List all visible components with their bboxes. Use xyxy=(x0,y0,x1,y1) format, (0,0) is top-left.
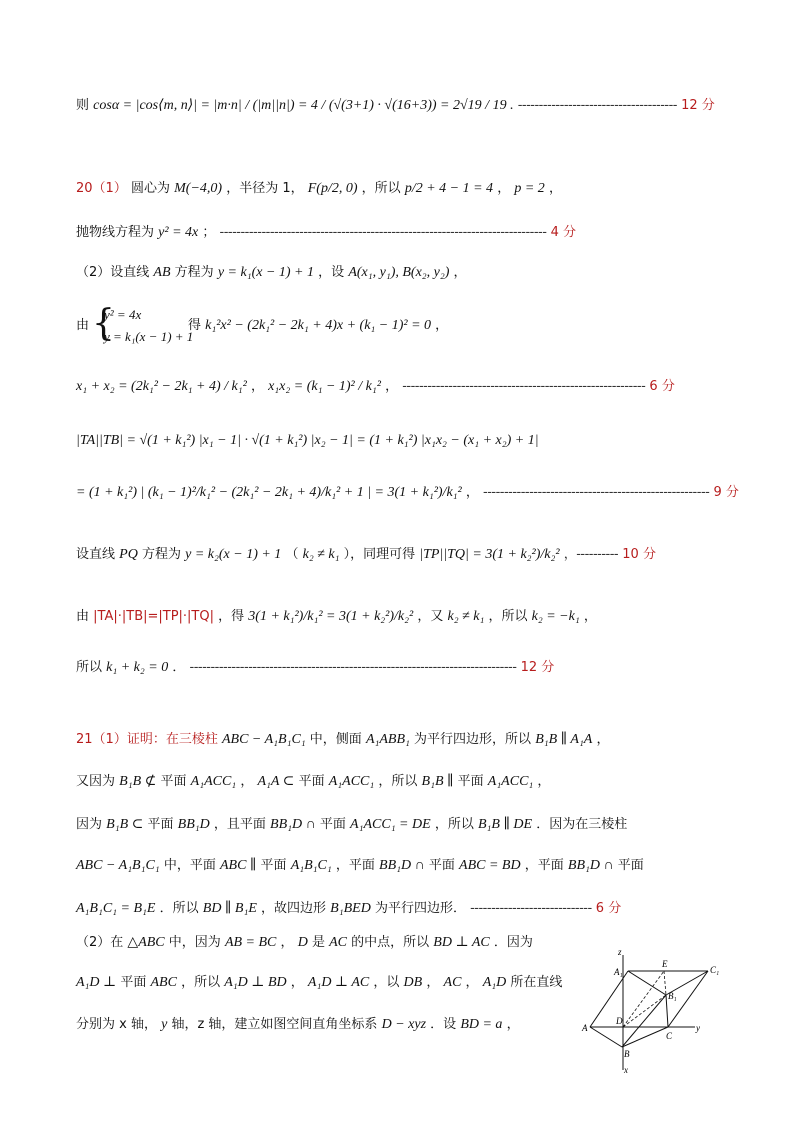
ta-tb-line xyxy=(76,432,539,451)
formula: BD ∥ B₁E xyxy=(202,901,257,916)
text: ，半径为 1， xyxy=(226,181,304,196)
equation-1: y² = 4x xyxy=(104,307,142,322)
formula: ABC − A₁B₁C₁ xyxy=(76,858,160,873)
highlight-formula: |TA|·|TB|=|TP|·|TQ| xyxy=(93,609,214,624)
q20-part2-intro xyxy=(76,264,467,283)
formula: A₁ABB₁ xyxy=(365,732,410,747)
text: 圆心为 xyxy=(130,181,170,196)
score: 6 分 xyxy=(595,901,622,916)
text: ，所以 xyxy=(488,609,528,624)
score: 9 分 xyxy=(713,485,739,500)
label-b1: B₁ xyxy=(668,991,677,1001)
formula: = (1 + k₁²) | (k₁ − 1)²/k₁² − (2k₁² − 2k₁ + 4)/k₁² + 1 | = 3(1 + k₁²)/k₁² xyxy=(76,485,462,500)
q21-part2-line-3 xyxy=(76,1016,520,1035)
formula: A₁ACC₁ xyxy=(190,774,237,789)
text: ，所以 xyxy=(181,975,221,990)
text: 又因为 xyxy=(76,774,116,789)
text: 平面 xyxy=(298,774,325,789)
formula: ABC − A₁B₁C₁ xyxy=(221,732,306,747)
formula: AB = BC xyxy=(224,935,277,950)
formula: DB xyxy=(403,975,423,990)
label-a: A xyxy=(582,1023,588,1033)
text: 则 xyxy=(76,98,90,113)
text: 分别为 x 轴， xyxy=(76,1017,157,1032)
formula: y xyxy=(161,1017,168,1032)
formula: B₁BED xyxy=(330,901,371,916)
text: 所在直线 xyxy=(510,975,563,990)
score: 12 分 xyxy=(520,660,555,675)
formula: F(p/2, 0) xyxy=(307,181,358,196)
text: ，得 xyxy=(218,609,245,624)
score: 10 分 xyxy=(622,547,656,562)
text: 平面 xyxy=(428,858,455,873)
formula: ABC = BD xyxy=(459,858,521,873)
formula: k₂ ≠ k₁ xyxy=(302,547,340,562)
label-y: y xyxy=(696,1023,700,1033)
formula: x₁x₂ = (k₁ − 1)² / k₁² xyxy=(268,379,381,394)
label-c1: C₁ xyxy=(710,965,720,975)
formula: A₁D ⊥ BD xyxy=(224,975,287,990)
text: 所以 xyxy=(76,660,103,675)
formula: ABC ∥ xyxy=(219,858,257,873)
formula: B₁B ⊄ xyxy=(119,774,157,789)
text: （ xyxy=(285,547,299,562)
text: ，以 xyxy=(373,975,400,990)
label-e: E xyxy=(662,959,668,969)
text: ．设 xyxy=(430,1017,457,1032)
formula: A₁D xyxy=(482,975,507,990)
text: 平面 xyxy=(120,975,147,990)
text: 平面 xyxy=(260,858,287,873)
text: 平面 xyxy=(457,774,484,789)
text: ， xyxy=(453,265,467,280)
dash-leader: ------------------------------------------------------------------------------ xyxy=(189,660,517,675)
dash-leader: ------------------------------------------------------------------------------ xyxy=(219,225,547,240)
equation-system xyxy=(104,304,193,348)
formula: AB xyxy=(153,265,171,280)
equation-2: y = k₁(x − 1) + 1 xyxy=(104,329,194,344)
formula: D xyxy=(297,935,308,950)
text: 方程为 xyxy=(174,265,214,280)
text: ，所以 xyxy=(378,774,418,789)
text: ， xyxy=(537,774,551,789)
formula: y = k₁(x − 1) + 1 xyxy=(217,265,315,280)
q21-line-5 xyxy=(76,900,621,919)
formula: BB₁D ∩ xyxy=(379,858,425,873)
formula: AC xyxy=(443,975,462,990)
question-number: 21（1）证明：在三棱柱 xyxy=(76,732,218,747)
dashed-eb1 xyxy=(664,971,666,995)
text: ），同理可得 xyxy=(343,547,416,562)
edge-bb1 xyxy=(622,995,666,1047)
text: ，故四边形 xyxy=(261,901,327,916)
text: ． xyxy=(172,660,186,675)
text: ， xyxy=(465,975,479,990)
dash-leader: ，---------- xyxy=(563,547,619,562)
text: （2）设直线 xyxy=(76,265,150,280)
formula: B₁B ∥ DE xyxy=(477,817,533,832)
edge-b1a1 xyxy=(628,971,666,995)
dashed-db1 xyxy=(623,995,666,1027)
text: ，且平面 xyxy=(213,817,266,832)
system-result xyxy=(188,317,448,336)
label-x: x xyxy=(624,1065,628,1075)
formula: |TP||TQ| = 3(1 + k₂²)/k₂² xyxy=(419,547,560,562)
formula: BD = a xyxy=(460,1017,503,1032)
text: ， xyxy=(426,975,440,990)
formula: PQ xyxy=(119,547,138,562)
vieta-line: x₁ + x₂ = (2k₁² − 2k₁ + 4) / k₁² ， x₁x₂ = (k₁ − 1)² / k₁² ， ---------------------------------------------------------- 6 分 xyxy=(76,379,675,394)
formula: A₁ACC₁ = DE xyxy=(350,817,431,832)
q21-line-2 xyxy=(76,773,550,792)
text: ，所以 xyxy=(434,817,474,832)
formula: p = 2 xyxy=(514,181,545,196)
text: 中，因为 xyxy=(168,935,221,950)
conclusion-line xyxy=(76,659,554,678)
parabola-line xyxy=(76,224,576,243)
formula: k₂ ≠ k₁ xyxy=(447,609,485,624)
formula: A₁ACC₁ xyxy=(487,774,534,789)
label-c: C xyxy=(666,1031,673,1041)
formula: △ABC xyxy=(127,935,165,950)
text: 轴，z 轴，建立如图空间直角坐标系 xyxy=(171,1017,378,1032)
q21-line-4 xyxy=(76,857,644,876)
text: 平面 xyxy=(617,858,644,873)
formula: BB₁D ∩ xyxy=(270,817,316,832)
dash-leader: ----------------------------- xyxy=(470,901,592,916)
text: 中，侧面 xyxy=(309,732,362,747)
left-brace: { xyxy=(92,303,115,344)
label-a1: A₁ xyxy=(614,967,623,977)
equality-line xyxy=(76,608,597,627)
dash-leader: ---------------------------------------------------------- xyxy=(402,379,646,394)
dash-leader: -------------------------------------- xyxy=(517,98,677,113)
text: 方程为 xyxy=(141,547,181,562)
text: 平面 xyxy=(319,817,346,832)
formula: B₁B ∥ xyxy=(421,774,454,789)
text: ， xyxy=(506,1017,520,1032)
label-b: B xyxy=(624,1049,630,1059)
formula: B₁B ⊂ xyxy=(106,817,144,832)
formula: AC xyxy=(329,935,347,950)
question-number: 20（1） xyxy=(76,181,127,196)
formula: x₁ + x₂ = (2k₁² − 2k₁ + 4) / k₁² xyxy=(76,379,247,394)
text: 设直线 xyxy=(76,547,116,562)
text: （2）在 xyxy=(76,935,124,950)
text: ．所以 xyxy=(159,901,199,916)
edge-bc xyxy=(622,1027,668,1047)
prism-figure xyxy=(580,945,730,1075)
ta-tb-line-2: = (1 + k₁²) | (k₁ − 1)²/k₁² − (2k₁² − 2k₁ + 4)/k₁² + 1 | = 3(1 + k₁²)/k₁² ， ------------------------------------------------------ 9 分 xyxy=(76,485,739,500)
text: 中，平面 xyxy=(163,858,216,873)
formula: M(−4,0) xyxy=(174,181,223,196)
formula: |TA||TB| = √(1 + k₁²) |x₁ − 1| · √(1 + k₁²) |x₂ − 1| = (1 + k₁²) |x₁x₂ − (x₁ + x₂) + 1| xyxy=(76,433,539,448)
edge-ab xyxy=(590,1027,622,1047)
system-prefix: 由 xyxy=(76,318,90,333)
score: 6 分 xyxy=(649,379,675,394)
text: ，平面 xyxy=(335,858,375,873)
formula: D − xyz xyxy=(381,1017,427,1032)
text: ， xyxy=(548,181,562,196)
formula: cosα = |cos⟨m, n⟩| = |m·n| / (|m||n|) = 4 / (√(3+1) · √(16+3)) = 2√19 / 19 . xyxy=(93,98,514,113)
score: 4 分 xyxy=(550,225,576,240)
formula: A₁ACC₁ xyxy=(328,774,375,789)
formula: y = k₂(x − 1) + 1 xyxy=(185,547,282,562)
formula: k₁²x² − (2k₁² − 2k₁ + 4)x + (k₁ − 1)² = 0 xyxy=(205,318,432,333)
label-d: D xyxy=(616,1016,623,1026)
formula: A₁B₁C₁ xyxy=(290,858,332,873)
text: ．因为 xyxy=(493,935,533,950)
formula: A₁A ⊂ xyxy=(257,774,295,789)
formula: BD ⊥ AC xyxy=(433,935,490,950)
text: 得 xyxy=(188,318,202,333)
pq-line xyxy=(76,546,656,565)
text: ， xyxy=(290,975,304,990)
text: ， xyxy=(596,732,610,747)
text: 是 xyxy=(311,935,325,950)
text: ； xyxy=(202,225,216,240)
text: 的中点，所以 xyxy=(351,935,430,950)
text: ，设 xyxy=(318,265,345,280)
formula: k₂ = −k₁ xyxy=(531,609,580,624)
formula: B₁B ∥ A₁A xyxy=(535,732,593,747)
q21-part2-line-2 xyxy=(76,974,562,993)
cos-alpha-line xyxy=(76,97,715,116)
formula: A₁B₁C₁ = B₁E xyxy=(76,901,156,916)
dashed-de xyxy=(623,971,664,1027)
text: ， xyxy=(497,181,511,196)
formula: A₁D ⊥ AC xyxy=(307,975,370,990)
formula: y² = 4x xyxy=(158,225,199,240)
text: 平面 xyxy=(147,817,174,832)
formula: p/2 + 4 − 1 = 4 xyxy=(404,181,494,196)
q21-line-1 xyxy=(76,731,610,750)
formula: BB₁D ∩ xyxy=(567,858,614,873)
q21-part2-line-1 xyxy=(76,934,533,953)
formula: A(x₁, y₁), B(x₂, y₂) xyxy=(348,265,450,280)
text: ， xyxy=(240,774,254,789)
text: ，平面 xyxy=(524,858,564,873)
text: ，又 xyxy=(417,609,444,624)
formula: 3(1 + k₁²)/k₁² = 3(1 + k₂²)/k₂² xyxy=(248,609,414,624)
text: 因为 xyxy=(76,817,103,832)
text: 抛物线方程为 xyxy=(76,225,155,240)
text: ，所以 xyxy=(361,181,401,196)
text: 为平行四边形． xyxy=(374,901,466,916)
formula: BB₁D xyxy=(177,817,210,832)
text: 由 xyxy=(76,609,90,624)
label-z: z xyxy=(618,947,622,957)
text: 平面 xyxy=(160,774,187,789)
formula: ABC xyxy=(150,975,177,990)
text: ， xyxy=(435,318,449,333)
dash-leader: ------------------------------------------------------ xyxy=(483,485,710,500)
text: ， xyxy=(583,609,597,624)
formula: A₁D ⊥ xyxy=(76,975,117,990)
text: ．因为在三棱柱 xyxy=(536,817,628,832)
score: 12 分 xyxy=(681,98,715,113)
q21-line-3 xyxy=(76,816,627,835)
text: ， xyxy=(280,935,294,950)
text: 为平行四边形，所以 xyxy=(414,732,532,747)
formula: k₁ + k₂ = 0 xyxy=(106,660,169,675)
q20-part1 xyxy=(76,180,562,199)
